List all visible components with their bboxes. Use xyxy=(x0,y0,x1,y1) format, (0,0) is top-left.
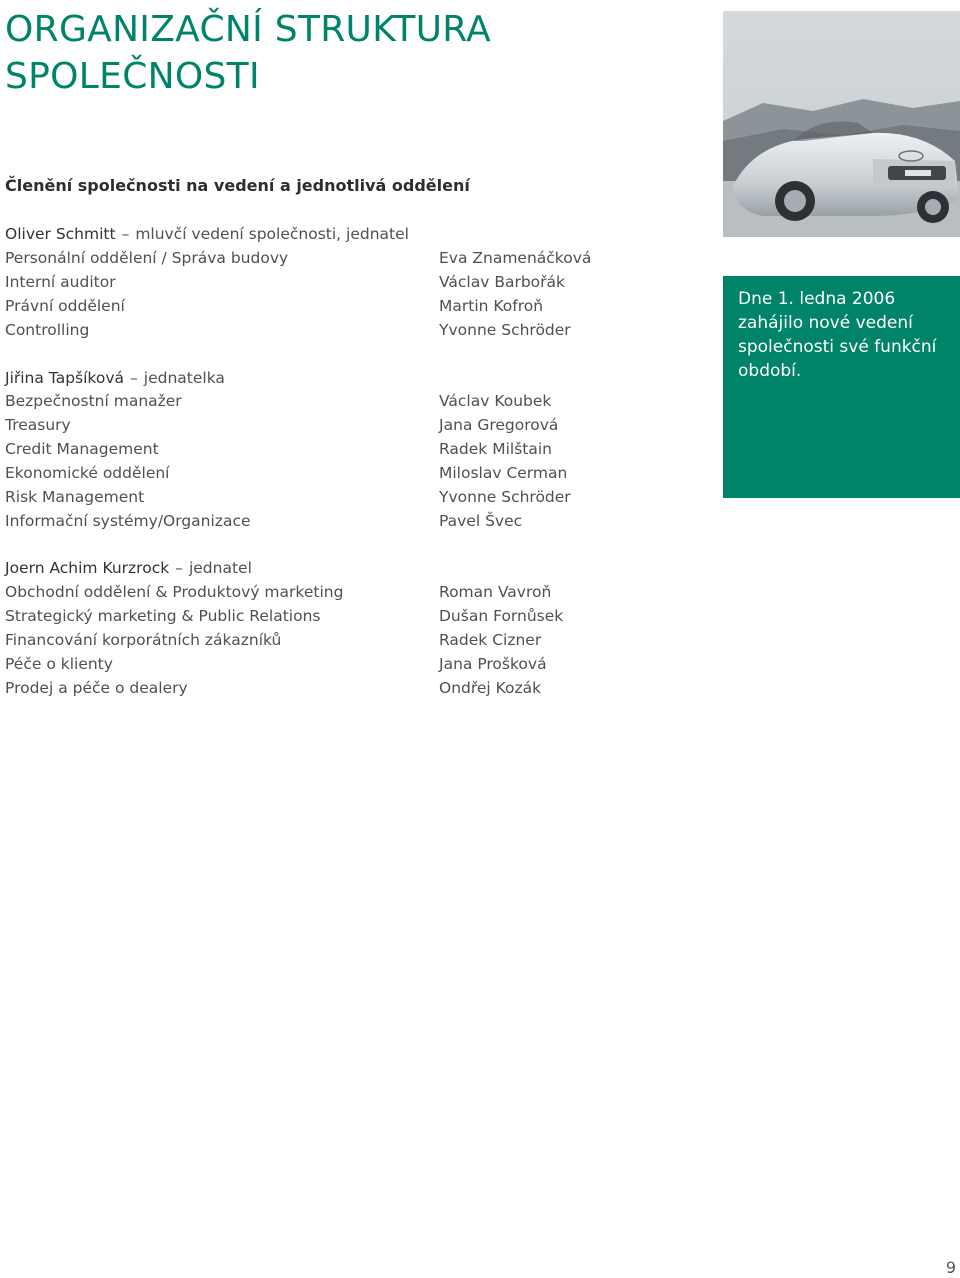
person-name: Radek Cizner xyxy=(439,631,542,649)
person-name: Pavel Švec xyxy=(439,512,523,530)
person-name: Miloslav Cerman xyxy=(439,464,568,482)
department-label: Treasury xyxy=(5,416,71,434)
department-label: Prodej a péče o dealery xyxy=(5,679,188,697)
highlight-panel xyxy=(723,276,960,498)
head-role: mluvčí vedení společnosti, jednatel xyxy=(135,225,409,243)
panel-note xyxy=(738,287,948,383)
head-dash: – xyxy=(121,225,130,243)
group-head-3 xyxy=(5,556,252,580)
note-line-3: společnosti své funkční xyxy=(738,337,937,357)
section-subtitle: Členění společnosti na vedení a jednotlivá oddělení xyxy=(5,176,470,195)
convertible-car-photo xyxy=(723,11,960,237)
note-line-2: zahájilo nové vedení xyxy=(738,313,913,333)
page-number: 9 xyxy=(945,1258,956,1277)
title-line-2: SPOLEČNOSTI xyxy=(5,56,260,97)
head-name: Jiřina Tapšíková xyxy=(5,369,125,387)
person-name: Václav Koubek xyxy=(439,392,552,410)
person-name: Yvonne Schröder xyxy=(439,321,571,339)
page-title xyxy=(5,6,491,100)
head-role: jednatelka xyxy=(143,369,225,387)
group-head-1 xyxy=(5,222,409,246)
title-line-1: ORGANIZAČNÍ STRUKTURA xyxy=(5,9,492,50)
department-label: Financování korporátních zákazníků xyxy=(5,631,282,649)
department-label: Ekonomické oddělení xyxy=(5,464,170,482)
department-label: Strategický marketing & Public Relations xyxy=(5,607,321,625)
person-name: Martin Kofroň xyxy=(439,297,544,315)
person-name: Václav Barbořák xyxy=(439,273,565,291)
department-label: Risk Management xyxy=(5,488,145,506)
department-label: Credit Management xyxy=(5,440,159,458)
head-name: Oliver Schmitt xyxy=(5,225,116,243)
head-name: Joern Achim Kurzrock xyxy=(5,559,170,577)
department-label: Péče o klienty xyxy=(5,655,113,673)
person-name: Jana Prošková xyxy=(439,655,547,673)
head-dash: – xyxy=(130,369,138,387)
person-name: Yvonne Schröder xyxy=(439,488,571,506)
department-label: Bezpečnostní manažer xyxy=(5,392,182,410)
note-line-1: Dne 1. ledna 2006 xyxy=(738,289,896,309)
department-label: Personální oddělení / Správa budovy xyxy=(5,249,289,267)
department-label: Informační systémy/Organizace xyxy=(5,512,251,530)
person-name: Eva Znamenáčková xyxy=(439,249,592,267)
person-name: Ondřej Kozák xyxy=(439,679,542,697)
department-label: Obchodní oddělení & Produktový marketing xyxy=(5,583,344,601)
person-name: Dušan Fornůsek xyxy=(439,607,564,625)
head-dash: – xyxy=(175,559,183,577)
person-name: Radek Milštain xyxy=(439,440,552,458)
person-name: Roman Vavroň xyxy=(439,583,552,601)
department-label: Controlling xyxy=(5,321,90,339)
head-role: jednatel xyxy=(188,559,252,577)
car-illustration xyxy=(723,11,960,237)
person-name: Jana Gregorová xyxy=(439,416,559,434)
department-label: Právní oddělení xyxy=(5,297,125,315)
group-head-2 xyxy=(5,366,225,390)
note-line-4: období. xyxy=(738,361,802,381)
department-label: Interní auditor xyxy=(5,273,116,291)
